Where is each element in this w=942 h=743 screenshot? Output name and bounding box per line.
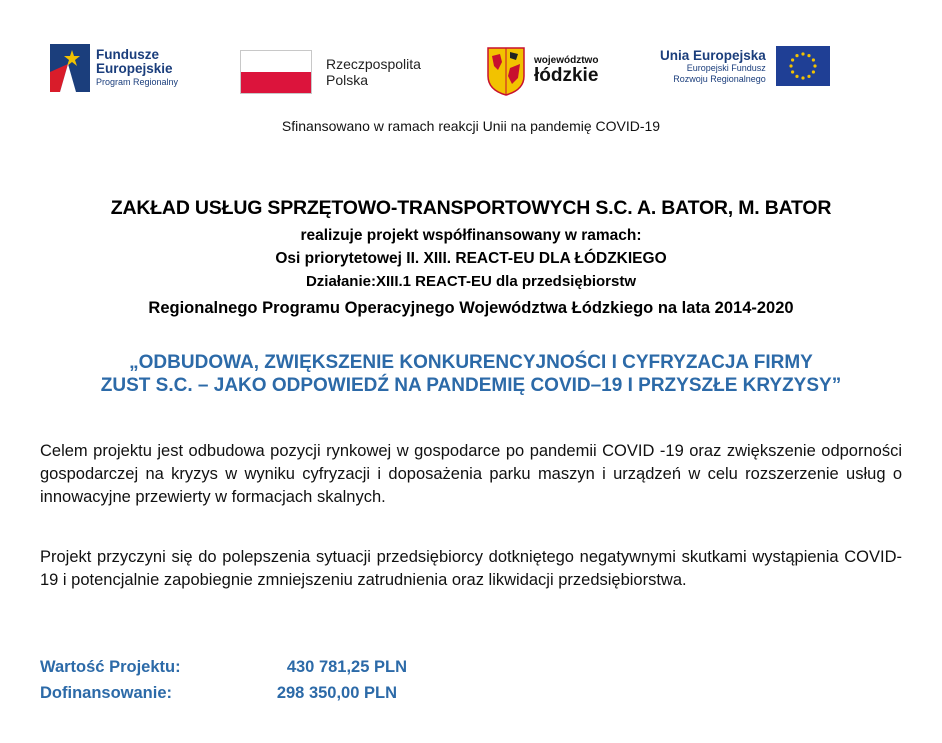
coat-of-arms-icon: [486, 46, 526, 96]
logo-bar: [0, 38, 942, 108]
wojewodztwo-line1: województwo: [534, 54, 599, 66]
polish-flag-icon: [240, 50, 312, 94]
rzeczpospolita-line2: Polska: [326, 72, 369, 88]
project-impact-paragraph: Projekt przyczyni się do polepszenia sytuacji przedsiębiorcy dotkniętego negatywnymi skutkami wystąpienia COVID-19 i potencjalnie zapobiegnie zmniejszeniu zatrudnienia oraz likwidacji przedsiębiorstwa.: [40, 548, 902, 589]
unia-line2: Europejski Fundusz: [686, 63, 766, 74]
project-value-row: [40, 654, 407, 680]
cofinance-amount: 298 350,00 PLN: [276, 683, 397, 702]
fundusze-line2: Europejskie: [96, 61, 173, 77]
wojewodztwo-line2: łódzkie: [534, 65, 599, 87]
subtitle-line4: Regionalnego Programu Operacyjnego Województwa Łódzkiego na lata 2014-2020: [148, 299, 794, 317]
eu-flag-icon: [776, 46, 830, 86]
fundusze-line1: Fundusze: [96, 47, 159, 63]
fundusze-europejskie-icon: [50, 44, 90, 92]
wojewodztwo-lodzkie-logo: [486, 46, 598, 96]
project-goal-paragraph: Celem projektu jest odbudowa pozycji rynkowej w gospodarce po pandemii COVID -19 oraz zwiększenie odporności gospodarczej na kryzys w wyniku cyfryzacji i doposażenia parku maszyn i urządzeń w celu rozszerzenie usług o innowacyjne przewierty w formacjach skalnych.: [40, 442, 902, 506]
project-values: [40, 654, 407, 706]
rzeczpospolita-logo: [240, 50, 421, 94]
project-title-line1: „ODBUDOWA, ZWIĘKSZENIE KONKURENCYJNOŚCI I CYFRYZACJA FIRMY: [129, 352, 813, 373]
fundusze-line3: Program Regionalny: [96, 77, 179, 88]
rzeczpospolita-line1: Rzeczpospolita: [326, 55, 421, 72]
cofinance-label: Dofinansowanie:: [40, 683, 173, 702]
subtitle-line1: realizuje projekt współfinansowany w ramach:: [300, 227, 642, 244]
project-title: [0, 352, 942, 398]
cofinance-row: [40, 680, 407, 706]
company-name: ZAKŁAD USŁUG SPRZĘTOWO-TRANSPORTOWYCH S.C. A. BATOR, M. BATOR: [110, 197, 832, 219]
fundusze-europejskie-logo: [50, 44, 178, 92]
project-title-line2: ZUST S.C. – JAKO ODPOWIEDŹ NA PANDEMIĘ COVID–19 I PRZYSZŁE KRYZYSY”: [100, 374, 842, 396]
funding-note: Sfinansowano w ramach reakcji Unii na pandemię COVID-19: [281, 118, 661, 134]
subtitle-line2: Osi priorytetowej II. XIII. REACT-EU DLA ŁÓDZKIEGO: [275, 250, 667, 267]
unia-line1: Unia Europejska: [660, 47, 766, 63]
unia-line3: Rozwoju Regionalnego: [673, 73, 766, 84]
project-value-label: Wartość Projektu:: [40, 657, 181, 676]
project-value-amount: 430 781,25 PLN: [286, 657, 407, 676]
subtitle-line3: Działanie:XIII.1 REACT-EU dla przedsiębiorstw: [305, 273, 637, 290]
unia-europejska-logo: [660, 46, 830, 86]
